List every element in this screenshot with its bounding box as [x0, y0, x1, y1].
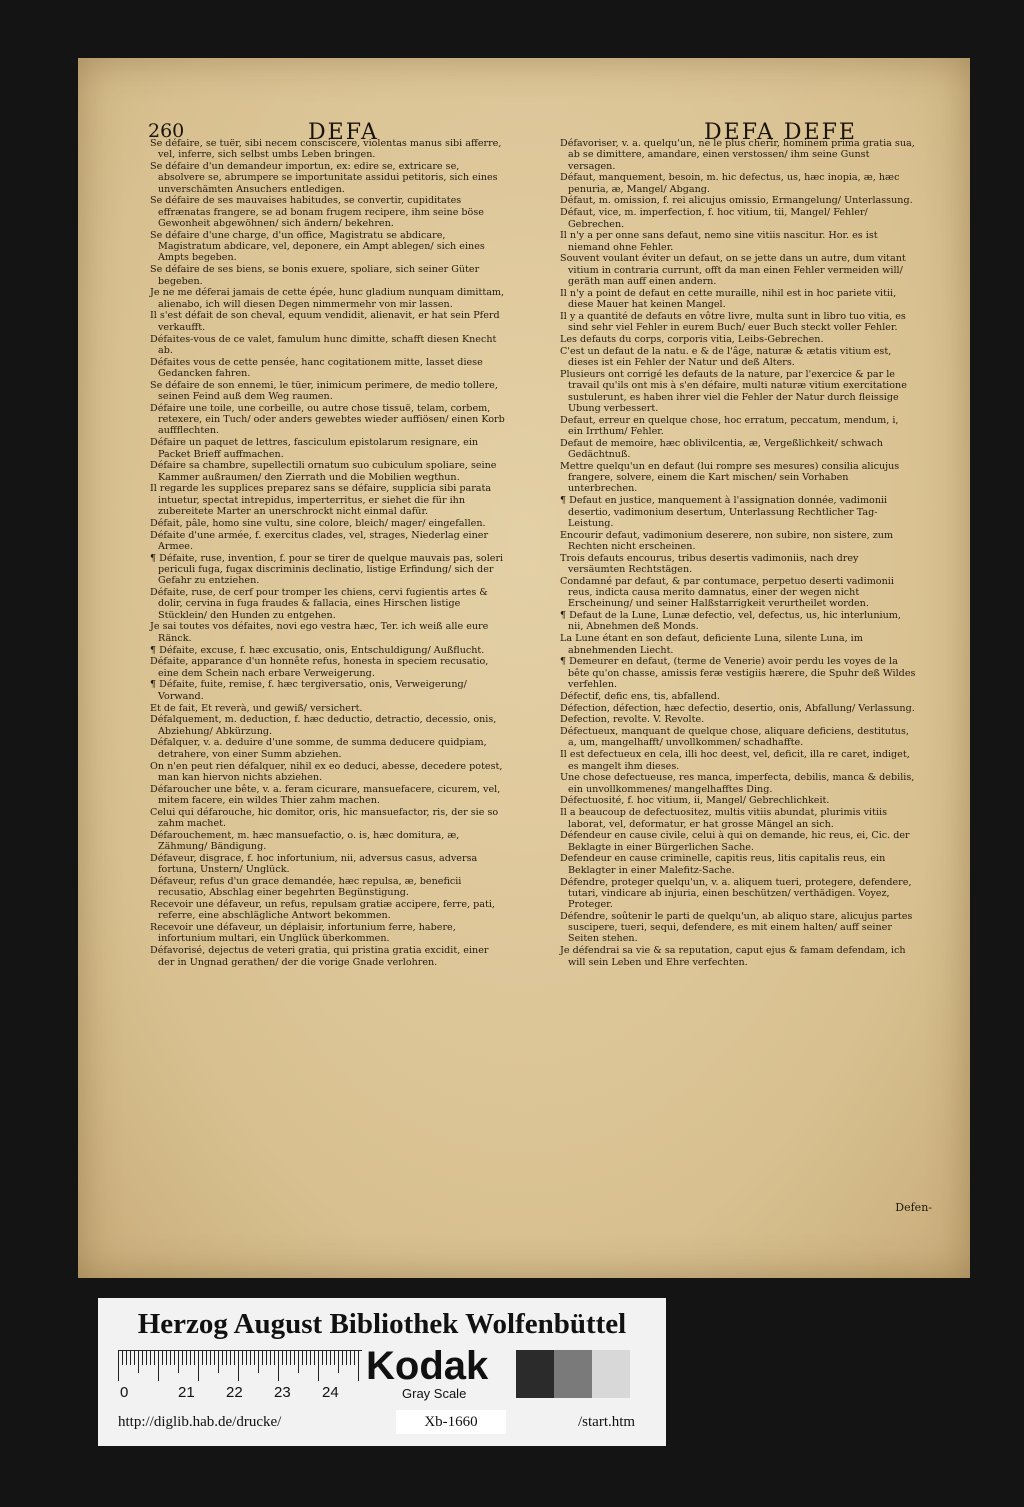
- ruler-tick: [238, 1351, 239, 1381]
- ruler-tick: [222, 1351, 223, 1365]
- ruler-tick: [214, 1351, 215, 1365]
- header-left-word: DEFA: [308, 120, 379, 145]
- dictionary-entry: ¶ Défaite, fuite, remise, f. hæc tergiversatio, onis, Verweigerung/ Vorwand.: [150, 679, 467, 702]
- dictionary-entry: Défectuosité, f. hoc vitium, ii, Mangel/ Gebrechlichkeit.: [560, 795, 830, 807]
- dictionary-entry: Se défaire de ses biens, se bonis exuere, spoliare, sich seiner Güter begeben.: [150, 264, 480, 287]
- ruler-tick: [186, 1351, 187, 1365]
- ruler-label: 24: [322, 1384, 339, 1401]
- dictionary-entry: Défaire sa chambre, supellectili ornatum suo cubiculum spoliare, seine Kammer außraumen/ den Zierrath und die Mobilien wegthun.: [150, 460, 497, 483]
- ruler-tick: [354, 1351, 355, 1365]
- dictionary-entry: Défaites vous de cette pensée, hanc cogitationem mitte, lasset diese Gedancken fahren.: [150, 356, 483, 379]
- ruler-tick: [334, 1351, 335, 1365]
- ruler-tick: [342, 1351, 343, 1365]
- ruler-tick: [198, 1351, 199, 1381]
- ruler-tick: [182, 1351, 183, 1365]
- dictionary-entry: Defaut, erreur en quelque chose, hoc erratum, peccatum, mendum, i, ein Irrthum/ Fehler.: [560, 414, 899, 437]
- ruler-tick: [230, 1351, 231, 1365]
- header-right-words: DEFA DEFE: [704, 120, 857, 145]
- dictionary-entry: Encourir defaut, vadimonium deserere, non subire, non sistere, zum Rechten nicht erscheinen.: [560, 529, 894, 552]
- ruler-tick: [322, 1351, 323, 1365]
- dictionary-entry: Défectif, defic ens, tis, abfallend.: [560, 690, 720, 702]
- ruler-tick: [282, 1351, 283, 1365]
- gray-patch-light: [592, 1350, 630, 1398]
- ruler-tick: [242, 1351, 243, 1365]
- ruler-tick: [178, 1351, 179, 1373]
- ruler-tick: [218, 1351, 219, 1373]
- dictionary-entry: Défaite, ruse, de cerf pour tromper les chiens, cervi fugientis artes & dolir, cervina in fuga fraudes & fallacia, eines Hirschen listige Stücklein/ den Hunden zu entgehen.: [150, 587, 488, 621]
- ruler-tick: [294, 1351, 295, 1365]
- dictionary-entry: Il s'est défait de son cheval, equum vendidit, alienavit, er hat sein Pferd verkaufft.: [150, 310, 500, 333]
- dictionary-entry: Défaite, apparance d'un honnête refus, honesta in speciem recusatio, eine dem Schein nach erbare Verweigerung.: [150, 656, 489, 679]
- library-color-card: [98, 1298, 666, 1446]
- dictionary-entry: Défaut, vice, m. imperfection, f. hoc vitium, tii, Mangel/ Fehler/ Gebrechen.: [560, 207, 868, 230]
- ruler-tick: [162, 1351, 163, 1365]
- dictionary-entry: ¶ Defaut de la Lune, Lunæ defectio, vel, defectus, us, hic interlunium, nii, Abnehmen deß Monds.: [560, 610, 901, 633]
- ruler-tick: [290, 1351, 291, 1365]
- ruler-tick: [170, 1351, 171, 1365]
- ruler-tick: [286, 1351, 287, 1365]
- ruler-tick: [234, 1351, 235, 1365]
- dictionary-entry: Défavorisé, dejectus de veteri gratia, qui pristina gratia excidit, einer der in Ungnad gerathen/ der die vorige Gnade verlohren.: [150, 945, 489, 968]
- ruler-tick: [358, 1351, 359, 1381]
- ruler-tick: [330, 1351, 331, 1365]
- dictionary-entry: ¶ Demeurer en defaut, (terme de Venerie) avoir perdu les voyes de la bête qu'on chasse, amissis feræ vestigiis hærere, die Spuhr deß Wildes verfehlen.: [560, 656, 916, 690]
- kodak-logo: Kodak: [366, 1344, 489, 1388]
- dictionary-entry: Il n'y a per onne sans defaut, nemo sine vitiis nascitur. Hor. es ist niemand ohne Fehler.: [560, 230, 878, 253]
- ruler-tick: [142, 1351, 143, 1365]
- ruler-label: 0: [120, 1384, 129, 1401]
- dictionary-entry: Défection, défection, hæc defectio, desertio, onis, Abfallung/ Verlassung.: [560, 702, 915, 714]
- gray-patch-mid: [554, 1350, 592, 1398]
- dictionary-entry: Recevoir une défaveur, un déplaisir, infortunium ferre, habere, infortunium multari, ein Unglück überkommen.: [150, 922, 456, 945]
- ruler-tick: [190, 1351, 191, 1365]
- dictionary-entry: ¶ Défaite, ruse, invention, f. pour se tirer de quelque mauvais pas, soleri periculi fuga, fugax discriminis declinatio, listige Erfindung/ sich der Gefahr zu entziehen.: [150, 552, 504, 587]
- gray-scale-label: Gray Scale: [402, 1386, 467, 1401]
- ruler-tick: [350, 1351, 351, 1365]
- dictionary-entry: Défaveur, refus d'un grace demandée, hæc repulsa, æ, beneficii recusatio, Abschlag einer begehrten Begünstigung.: [150, 876, 462, 899]
- ruler-tick: [118, 1351, 119, 1381]
- ruler-tick: [338, 1351, 339, 1373]
- dictionary-entry: Défavoriser, v. a. quelqu'un, ne le plus cherir, hominem prima gratia sua, ab se dimittere, amandare, einen verstossen/ ihm seine Gunst versagen.: [560, 138, 915, 172]
- dictionary-entry: Défaut, manquement, besoin, m. hic defectus, us, hæc inopia, æ, hæc penuria, æ, Mangel/ Abgang.: [560, 172, 900, 195]
- ruler-tick: [174, 1351, 175, 1365]
- ruler-tick: [302, 1351, 303, 1365]
- dictionary-entry: Il n'y a point de defaut en cette muraille, nihil est in hoc pariete vitii, diese Mauer hat keinen Mangel.: [560, 287, 897, 311]
- dictionary-entry: Je ne me déferai jamais de cette épée, hunc gladium nunquam dimittam, alienabo, ich will diesen Degen nimmermehr von mir lassen.: [150, 287, 505, 310]
- dictionary-entry: Recevoir une défaveur, un refus, repulsam gratiæ accipere, ferre, pati, referre, eine abschlägliche Antwort bekommen.: [150, 899, 495, 922]
- dictionary-entry: Défalquement, m. deduction, f. hæc deductio, detractio, decessio, onis, Abziehung/ Abkürzung.: [150, 714, 497, 737]
- ruler-tick: [262, 1351, 263, 1365]
- dictionary-entry: Défendre, soûtenir le parti de quelqu'un, ab aliquo stare, alicujus partes suscipere, tueri, sequi, defendere, es mit einem halten/ auff seiner Seiten stehen.: [560, 910, 913, 945]
- dictionary-entry: ¶ Défaite, excuse, f. hæc excusatio, onis, Entschuldigung/ Außflucht.: [150, 644, 485, 656]
- dictionary-entry: On n'en peut rien défalquer, nihil ex eo deduci, abesse, decedere potest, man kan hiervon nichts abziehen.: [150, 760, 503, 783]
- ruler-tick: [266, 1351, 267, 1365]
- dictionary-entry: Celui qui défarouche, hic domitor, oris, hic mansuefactor, ris, der sie so zahm machet.: [150, 806, 499, 830]
- dictionary-entry: Defection, revolte. V. Revolte.: [560, 714, 705, 726]
- dictionary-entry: Défendre, proteger quelqu'un, v. a. aliquem tueri, protegere, defendere, tutari, vindicare ab injuria, einen beschützen/ verthädigen. Voyez, Proteger.: [560, 876, 912, 911]
- dictionary-entry: C'est un defaut de la natu. e & de l'âge, naturæ & ætatis vitium est, dieses ist ein Fehler der Natur und deß Alters.: [560, 345, 892, 369]
- dictionary-entry: Defaut de memoire, hæc oblivilcentia, æ, Vergeßlichkeit/ schwach Gedächtnuß.: [560, 437, 883, 461]
- dictionary-entry: Trois defauts encourus, tribus desertis vadimoniis, nach drey versäumten Rechtstägen.: [560, 552, 859, 575]
- dictionary-entry: Il a beaucoup de defectuositez, multis vitiis abundat, plurimis vitiis laborat, vel, deformatur, er hat grosse Mängel an sich.: [560, 807, 888, 830]
- scanned-book-page: [78, 58, 970, 1278]
- ruler-tick: [150, 1351, 151, 1365]
- ruler-tick: [146, 1351, 147, 1365]
- dictionary-entry: Défaveur, disgrace, f. hoc infortunium, nii, adversus casus, adversa fortuna, Unstern/ Unglück.: [150, 852, 478, 876]
- ruler-label: 23: [274, 1384, 291, 1401]
- ruler-tick: [298, 1351, 299, 1373]
- ruler-tick: [318, 1351, 319, 1381]
- ruler-label: 21: [178, 1384, 195, 1401]
- ruler-tick: [166, 1351, 167, 1365]
- right-column: [560, 138, 916, 968]
- ruler-tick: [210, 1351, 211, 1365]
- ruler-tick: [226, 1351, 227, 1365]
- ruler-tick: [254, 1351, 255, 1365]
- dictionary-entry: Je sai toutes vos défaites, novi ego vestra hæc, Ter. ich weiß alle eure Ränck.: [150, 621, 489, 644]
- catchword: Defen-: [895, 1201, 932, 1214]
- dictionary-entry: Se défaire de son ennemi, le tüer, inimicum perimere, de medio tollere, seinen Feind auß dem Weg raumen.: [150, 379, 498, 403]
- ruler-tick: [278, 1351, 279, 1381]
- dictionary-entry: Il est defectueux en cela, illi hoc deest, vel, deficit, illa re caret, indiget, es mangelt ihm dieses.: [560, 749, 910, 772]
- dictionary-entry: Defendeur en cause criminelle, capitis reus, litis capitalis reus, ein Beklagter in einer Malefitz-Sache.: [560, 853, 886, 876]
- dictionary-entry: Défaroucher une bête, v. a. feram cicurare, mansuefacere, cicurem, vel, mitem facere, ein wildes Thier zahm machen.: [150, 783, 501, 806]
- dictionary-entry: Se défaire de ses mauvaises habitudes, se convertir, cupiditates effrænatas frangere, se ad bonam frugem recipere, ihm seine böse Gewonheit abgewöhnen/ sich ändern/ bekehren.: [150, 195, 484, 230]
- ruler-tick: [258, 1351, 259, 1373]
- ruler-tick: [202, 1351, 203, 1365]
- ruler-tick: [130, 1351, 131, 1365]
- ruler-tick: [246, 1351, 247, 1365]
- page-number: 260: [148, 120, 185, 142]
- dictionary-entry: Se défaire d'un demandeur importun, ex: edire se, extricare se, absolvere se, abrumpere se importunitate assidui petitoris, sich eines unverschämten Ansuchers entledigen.: [150, 161, 498, 195]
- ruler-tick: [310, 1351, 311, 1365]
- ruler-tick: [122, 1351, 123, 1365]
- dictionary-entry: Se défaire, se tuër, sibi necem consciscere, violentas manus sibi afferre, vel, inferre, sich selbst umbs Leben bringen.: [150, 138, 502, 161]
- dictionary-entry: Une chose defectueuse, res manca, imperfecta, debilis, manca & debilis, ein unvollkommenes/ mangelhafftes Ding.: [560, 772, 915, 795]
- ruler-tick: [270, 1351, 271, 1365]
- ruler-tick: [250, 1351, 251, 1365]
- digital-library-url: http://diglib.hab.de/drucke/: [118, 1414, 282, 1430]
- start-link-text: /start.htm: [578, 1414, 636, 1430]
- left-column: [150, 138, 506, 968]
- ruler-tick: [274, 1351, 275, 1365]
- dictionary-entry: La Lune étant en son defaut, deficiente Luna, silente Luna, im abnehmenden Liecht.: [560, 633, 863, 656]
- dictionary-entry: Se défaire d'une charge, d'un office, Magistratu se abdicare, Magistratum abdicare, vel, deponere, ein Ampt ablegen/ sich eines Ampts begeben.: [150, 229, 485, 264]
- dictionary-entry: Je défendrai sa vie & sa reputation, caput ejus & famam defendam, ich will sein Leben und Ehre verfechten.: [560, 945, 906, 968]
- ruler-tick: [346, 1351, 347, 1365]
- dictionary-entry: Défaites-vous de ce valet, famulum hunc dimitte, schafft diesen Knecht ab.: [150, 333, 497, 356]
- dictionary-entry: Plusieurs ont corrigé les defauts de la nature, par l'exercice & par le travail qu'ils ont mis à s'en défaire, multi naturæ vitium exercitatione sustulerunt, es haben ihrer viel die Fehler der Natur durch fleissige Ubung verbessert.: [560, 368, 907, 414]
- ruler-tick: [134, 1351, 135, 1365]
- ruler-label: 22: [226, 1384, 243, 1401]
- dictionary-entry: Il regarde les supplices preparez sans se défaire, supplicia sibi parata intuetur, spectat intrepidus, imperterritus, er siehet die für ihn zubereitete Marter an unerschrockt nicht einmal dafür.: [150, 483, 492, 517]
- dictionary-entry: Défaire une toile, une corbeille, ou autre chose tissuë, telam, corbem, retexere, ein Tuch/ oder anders gewebtes wieder auffiösen/ einen Korb auffflechten.: [150, 402, 505, 437]
- ruler-tick: [158, 1351, 159, 1381]
- dictionary-entry: Et de fait, Et reverà, und gewiß/ versichert.: [150, 702, 363, 714]
- ruler-tick: [126, 1351, 127, 1365]
- ruler-scale: [118, 1350, 362, 1385]
- dictionary-entry: ¶ Defaut en justice, manquement à l'assignation donnée, vadimonii desertio, vadimonium desertum, Unterlassung Rechtlicher Tag-Leistung.: [560, 495, 888, 529]
- dictionary-entry: Défait, pâle, homo sine vultu, sine colore, bleich/ mager/ eingefallen.: [150, 517, 486, 529]
- ruler-tick: [326, 1351, 327, 1365]
- dictionary-entry: Défaire un paquet de lettres, fasciculum epistolarum resignare, ein Packet Brieff auffmachen.: [150, 437, 479, 460]
- dictionary-entry: Défectueux, manquant de quelque chose, aliquare deficiens, destitutus, a, um, mangelhafft/ unvollkommen/ schadhaffte.: [560, 726, 909, 749]
- dictionary-entry: Défaut, m. omission, f. rei alicujus omissio, Ermangelung/ Unterlassung.: [560, 195, 913, 207]
- ruler-tick: [138, 1351, 139, 1373]
- ruler-tick: [314, 1351, 315, 1365]
- dictionary-entry: Mettre quelqu'un en defaut (lui rompre ses mesures) consilia alicujus frangere, solvere, einem die Kart mischen/ sein Vorhaben unterbrechen.: [560, 460, 900, 495]
- dictionary-entry: Défendeur en cause civile, celui à qui on demande, hic reus, ei, Cic. der Beklagte in einer Bürgerlichen Sache.: [560, 830, 910, 853]
- library-title: Herzog August Bibliothek Wolfenbüttel: [137, 1308, 627, 1340]
- ruler-tick: [306, 1351, 307, 1365]
- dictionary-entry: Souvent voulant éviter un defaut, on se jette dans un autre, dum vitant vitium in contraria currunt, offt da man einen Fehler vermeiden will/ geräth man auff einen andern.: [560, 253, 906, 288]
- dictionary-entry: Défalquer, v. a. deduire d'une somme, de summa deducere quidpiam, detrahere, von einer Summ abziehen.: [150, 737, 487, 760]
- ruler-tick: [206, 1351, 207, 1365]
- shelfmark: Xb-1660: [396, 1410, 506, 1434]
- dictionary-entry: Il y a quantité de defauts en vôtre livre, multa sunt in libro tuo vitia, es sind sehr viel Fehler in eurem Buch/ euer Buch steckt voller Fehler.: [560, 310, 906, 334]
- dictionary-entry: Les defauts du corps, corporis vitia, Leibs-Gebrechen.: [560, 334, 824, 346]
- gray-patch-dark: [516, 1350, 554, 1398]
- dictionary-entry: Condamné par defaut, & par contumace, perpetuo deserti vadimonii reus, indicta causa merito damnatus, einer der wegen nicht Erscheinung/ und seiner Halßstarrigkeit verurtheilet worden.: [560, 575, 894, 610]
- dictionary-entry: Défaite d'une armée, f. exercitus clades, vel, strages, Niederlag einer Armee.: [150, 529, 489, 552]
- dictionary-entry: Défarouchement, m. hæc mansuefactio, o. is, hæc domitura, æ, Zähmung/ Bändigung.: [150, 829, 460, 853]
- ruler-tick: [154, 1351, 155, 1365]
- ruler-tick: [194, 1351, 195, 1365]
